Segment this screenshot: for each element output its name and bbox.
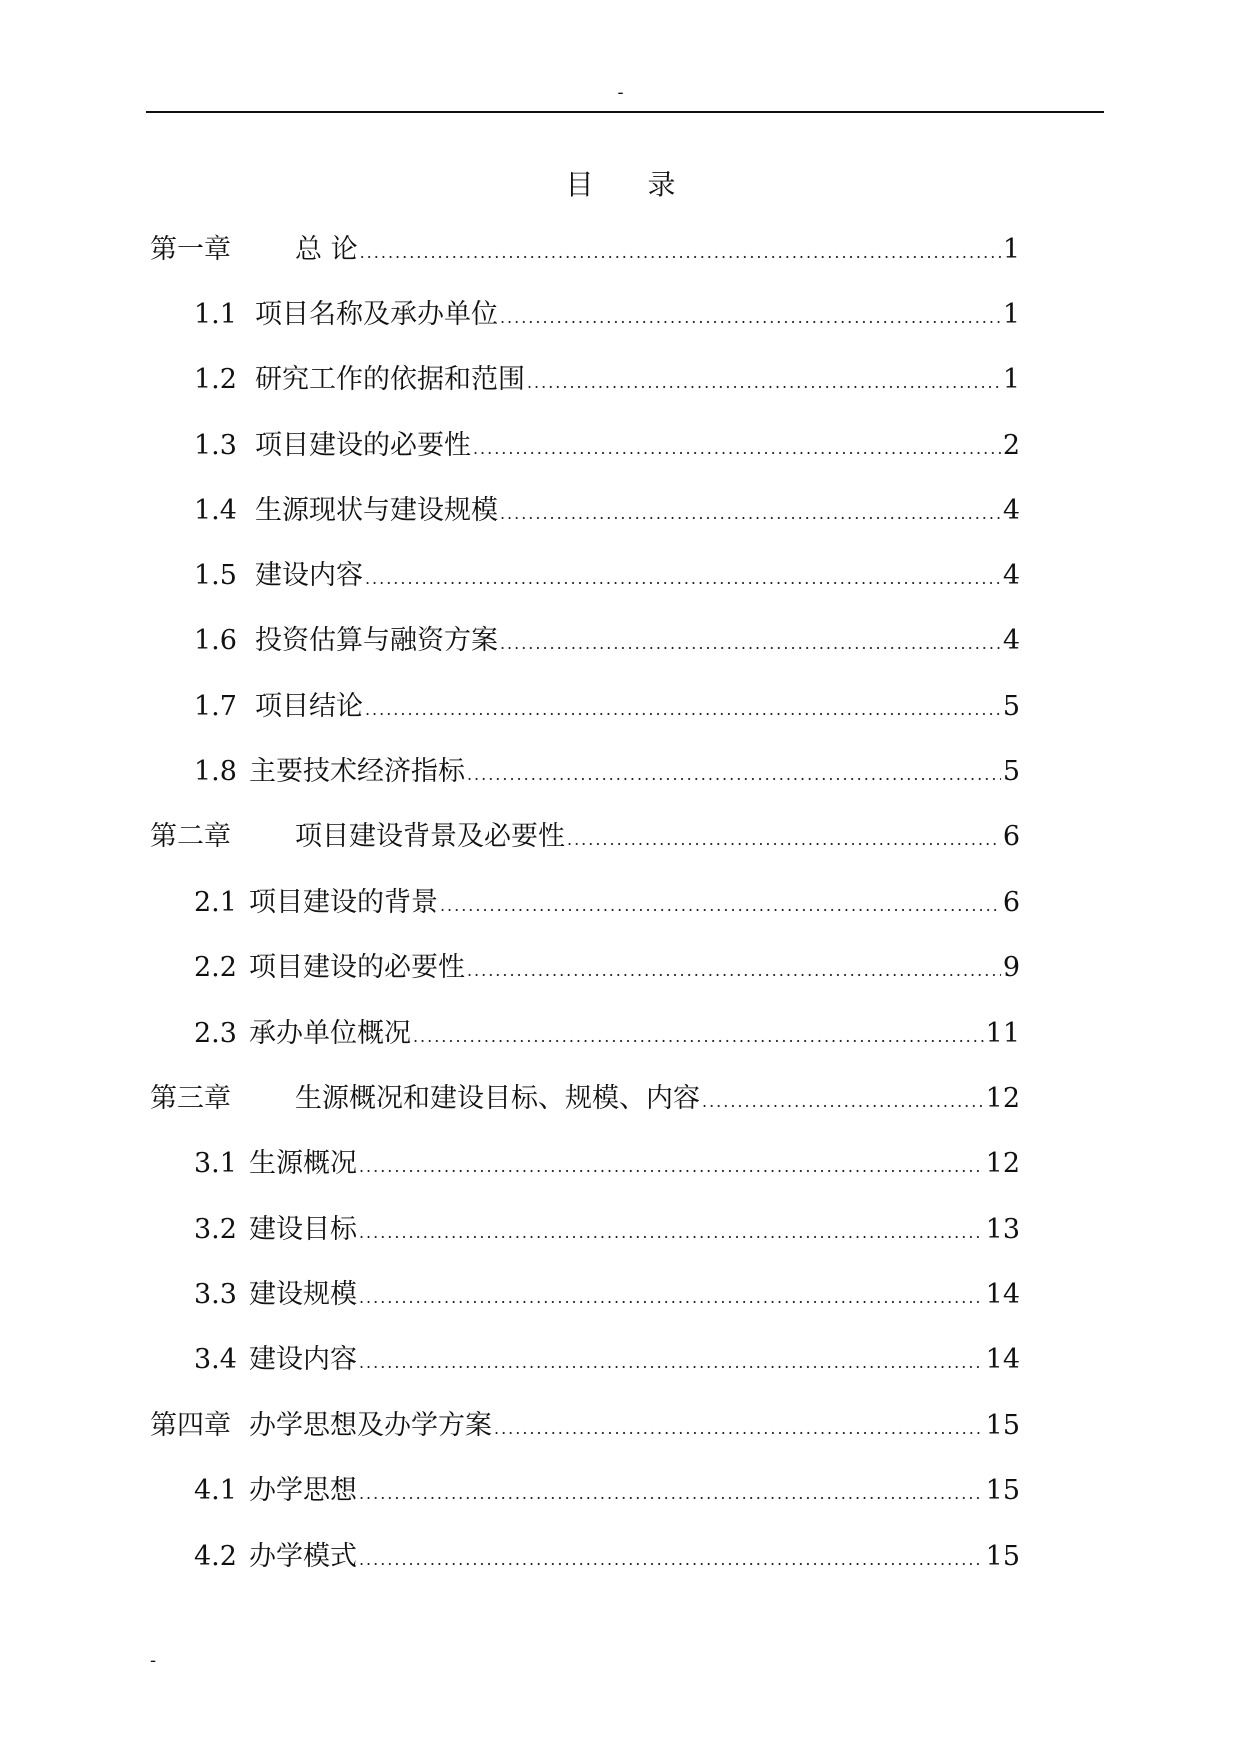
- toc-entry-text: 项目建设的必要性: [254, 430, 471, 461]
- toc-entry-number: 2.2: [194, 952, 237, 983]
- toc-entry[interactable]: [194, 1537, 1020, 1577]
- toc-entry-text: 主要技术经济指标: [248, 756, 465, 787]
- toc-entry-label: [194, 1144, 357, 1184]
- toc-entry-number: 第四章: [150, 1410, 231, 1441]
- dot-leader: [359, 1147, 984, 1187]
- dot-leader: [527, 363, 1001, 403]
- toc-entry-number: 3.1: [194, 1148, 237, 1179]
- toc-entry-number: 1.5: [194, 560, 237, 591]
- toc-entry[interactable]: [194, 295, 1020, 335]
- toc-title-part2: 录: [647, 168, 676, 201]
- dot-leader: [702, 1082, 984, 1122]
- toc-entry-text: 生源现状与建设规模: [254, 495, 498, 526]
- toc-entry-text: 办学模式: [248, 1541, 357, 1572]
- toc-entry-label: [194, 360, 525, 400]
- toc-entry[interactable]: [150, 1406, 1020, 1446]
- dot-leader: [440, 886, 1001, 926]
- toc-entry-label: [194, 883, 438, 923]
- toc-entry-number: 4.2: [194, 1541, 237, 1572]
- toc-entry-text: 项目结论: [254, 691, 363, 722]
- toc-entry-page: 1: [1002, 234, 1020, 265]
- toc-entry-text: 建设内容: [254, 560, 363, 591]
- dot-leader: [473, 429, 1001, 469]
- toc-entry-label: [194, 295, 498, 335]
- toc-entry-text: 项目建设背景及必要性: [295, 821, 565, 852]
- toc-entry-page: 12: [985, 1148, 1020, 1179]
- toc-entry-page: 14: [985, 1279, 1020, 1310]
- toc-entry-page: 5: [1002, 691, 1020, 722]
- toc-entry-text: 建设目标: [248, 1214, 357, 1245]
- dot-leader: [360, 233, 1001, 273]
- toc-entry-text: 总 论: [295, 234, 358, 265]
- dot-leader: [500, 298, 1001, 338]
- toc-entry-text: 生源概况和建设目标、规模、内容: [295, 1083, 700, 1114]
- toc-entry[interactable]: [194, 1275, 1020, 1315]
- toc-entry-label: [194, 621, 498, 661]
- footer-mark: -: [150, 1650, 157, 1671]
- toc-entry-text: 建设规模: [248, 1279, 357, 1310]
- toc-entry-page: 9: [1002, 952, 1020, 983]
- toc-entry-number: 第三章: [150, 1083, 231, 1114]
- header-mark: -: [617, 82, 624, 103]
- toc-entry-label: [194, 1014, 411, 1054]
- toc-entry-text: 办学思想及办学方案: [249, 1410, 492, 1441]
- toc-entry-number: 4.1: [194, 1475, 237, 1506]
- toc-entry-label: [194, 426, 471, 466]
- header-rule: [146, 111, 1104, 113]
- toc-entry-number: 第一章: [150, 234, 231, 265]
- dot-leader: [500, 624, 1001, 664]
- dot-leader: [359, 1213, 984, 1253]
- toc-entry[interactable]: [194, 1471, 1020, 1511]
- toc-entry-number: 1.3: [194, 430, 237, 461]
- toc-entry-page: 1: [1002, 364, 1020, 395]
- dot-leader: [467, 951, 1001, 991]
- toc-entry-label: [194, 1275, 357, 1315]
- dot-leader: [359, 1474, 984, 1514]
- toc-entry-number: 1.1: [194, 299, 237, 330]
- dot-leader: [359, 1343, 984, 1383]
- toc-entry-label: [150, 230, 358, 270]
- toc-entry-page: 1: [1002, 299, 1020, 330]
- toc-entry-number: 3.2: [194, 1214, 237, 1245]
- toc-entry[interactable]: [194, 621, 1020, 661]
- dot-leader: [365, 690, 1001, 730]
- toc-entry-page: 6: [1002, 887, 1020, 918]
- toc-entry-number: 1.2: [194, 364, 237, 395]
- toc-entry-label: [194, 948, 465, 988]
- toc-entry-text: 项目建设的必要性: [248, 952, 465, 983]
- toc-entry[interactable]: [194, 1210, 1020, 1250]
- toc-entry-text: 生源概况: [248, 1148, 357, 1179]
- toc-entry[interactable]: [194, 491, 1020, 531]
- toc-entry-label: [194, 1340, 357, 1380]
- toc-entry-number: 1.4: [194, 495, 237, 526]
- toc-entry-text: 建设内容: [248, 1344, 357, 1375]
- toc-entry-label: [194, 752, 465, 792]
- toc-entry[interactable]: [194, 948, 1020, 988]
- toc-entry[interactable]: [194, 1014, 1020, 1054]
- toc-entry[interactable]: [150, 230, 1020, 270]
- dot-leader: [359, 1278, 984, 1318]
- toc-entry-page: 13: [985, 1214, 1020, 1245]
- toc-entry-page: 12: [985, 1083, 1020, 1114]
- dot-leader: [365, 559, 1001, 599]
- toc-entry-text: 办学思想: [248, 1475, 357, 1506]
- toc-entry[interactable]: [194, 687, 1020, 727]
- toc-entry-page: 15: [985, 1410, 1020, 1441]
- toc-entry-text: 投资估算与融资方案: [254, 625, 498, 656]
- toc-entry-label: [150, 1406, 492, 1446]
- toc-entry-label: [194, 1471, 357, 1511]
- toc-entry-text: 项目名称及承办单位: [254, 299, 498, 330]
- toc-entry[interactable]: [194, 1340, 1020, 1380]
- toc-entry[interactable]: [194, 556, 1020, 596]
- toc-entry-number: 1.7: [194, 691, 237, 722]
- toc-entry-page: 2: [1002, 430, 1020, 461]
- toc-entry[interactable]: [194, 883, 1020, 923]
- toc-entry-text: 项目建设的背景: [248, 887, 438, 918]
- toc-entry[interactable]: [194, 752, 1020, 792]
- toc-entry-label: [194, 1537, 357, 1577]
- toc-title-part1: 目: [565, 168, 594, 201]
- dot-leader: [467, 755, 1001, 795]
- toc-entry-text: 承办单位概况: [248, 1018, 411, 1049]
- toc-entry-label: [194, 687, 363, 727]
- toc-entry-page: 5: [1002, 756, 1020, 787]
- toc-title: [0, 168, 1241, 202]
- toc-entry-label: [150, 817, 565, 857]
- toc-entry-page: 15: [985, 1541, 1020, 1572]
- toc-entry-number: 3.4: [194, 1344, 237, 1375]
- toc-entry-number: 2.3: [194, 1018, 237, 1049]
- toc-entry-number: 2.1: [194, 887, 237, 918]
- dot-leader: [359, 1540, 984, 1580]
- toc-entry-label: [194, 1210, 357, 1250]
- toc-entry-text: 研究工作的依据和范围: [254, 364, 525, 395]
- toc-entry-page: 4: [1002, 625, 1020, 656]
- toc-entry-label: [194, 491, 498, 531]
- toc-entry-number: 第二章: [150, 821, 231, 852]
- toc-entry-label: [194, 556, 363, 596]
- toc-entry-number: 1.6: [194, 625, 237, 656]
- dot-leader: [413, 1017, 984, 1057]
- toc-entry-page: 15: [985, 1475, 1020, 1506]
- toc-entry-number: 3.3: [194, 1279, 237, 1310]
- dot-leader: [567, 820, 1001, 860]
- toc-entry-page: 4: [1002, 560, 1020, 591]
- toc-entry-label: [150, 1079, 700, 1119]
- toc-entry[interactable]: [150, 817, 1020, 857]
- toc-entry[interactable]: [194, 426, 1020, 466]
- toc-entry[interactable]: [194, 1144, 1020, 1184]
- dot-leader: [500, 494, 1001, 534]
- toc-entry-page: 14: [985, 1344, 1020, 1375]
- toc-entry-page: 6: [1002, 821, 1020, 852]
- toc-entry[interactable]: [150, 1079, 1020, 1119]
- toc-entry-page: 4: [1002, 495, 1020, 526]
- toc-entry-page: 11: [985, 1018, 1020, 1049]
- toc-entry-number: 1.8: [194, 756, 237, 787]
- dot-leader: [494, 1409, 984, 1449]
- toc-entry[interactable]: [194, 360, 1020, 400]
